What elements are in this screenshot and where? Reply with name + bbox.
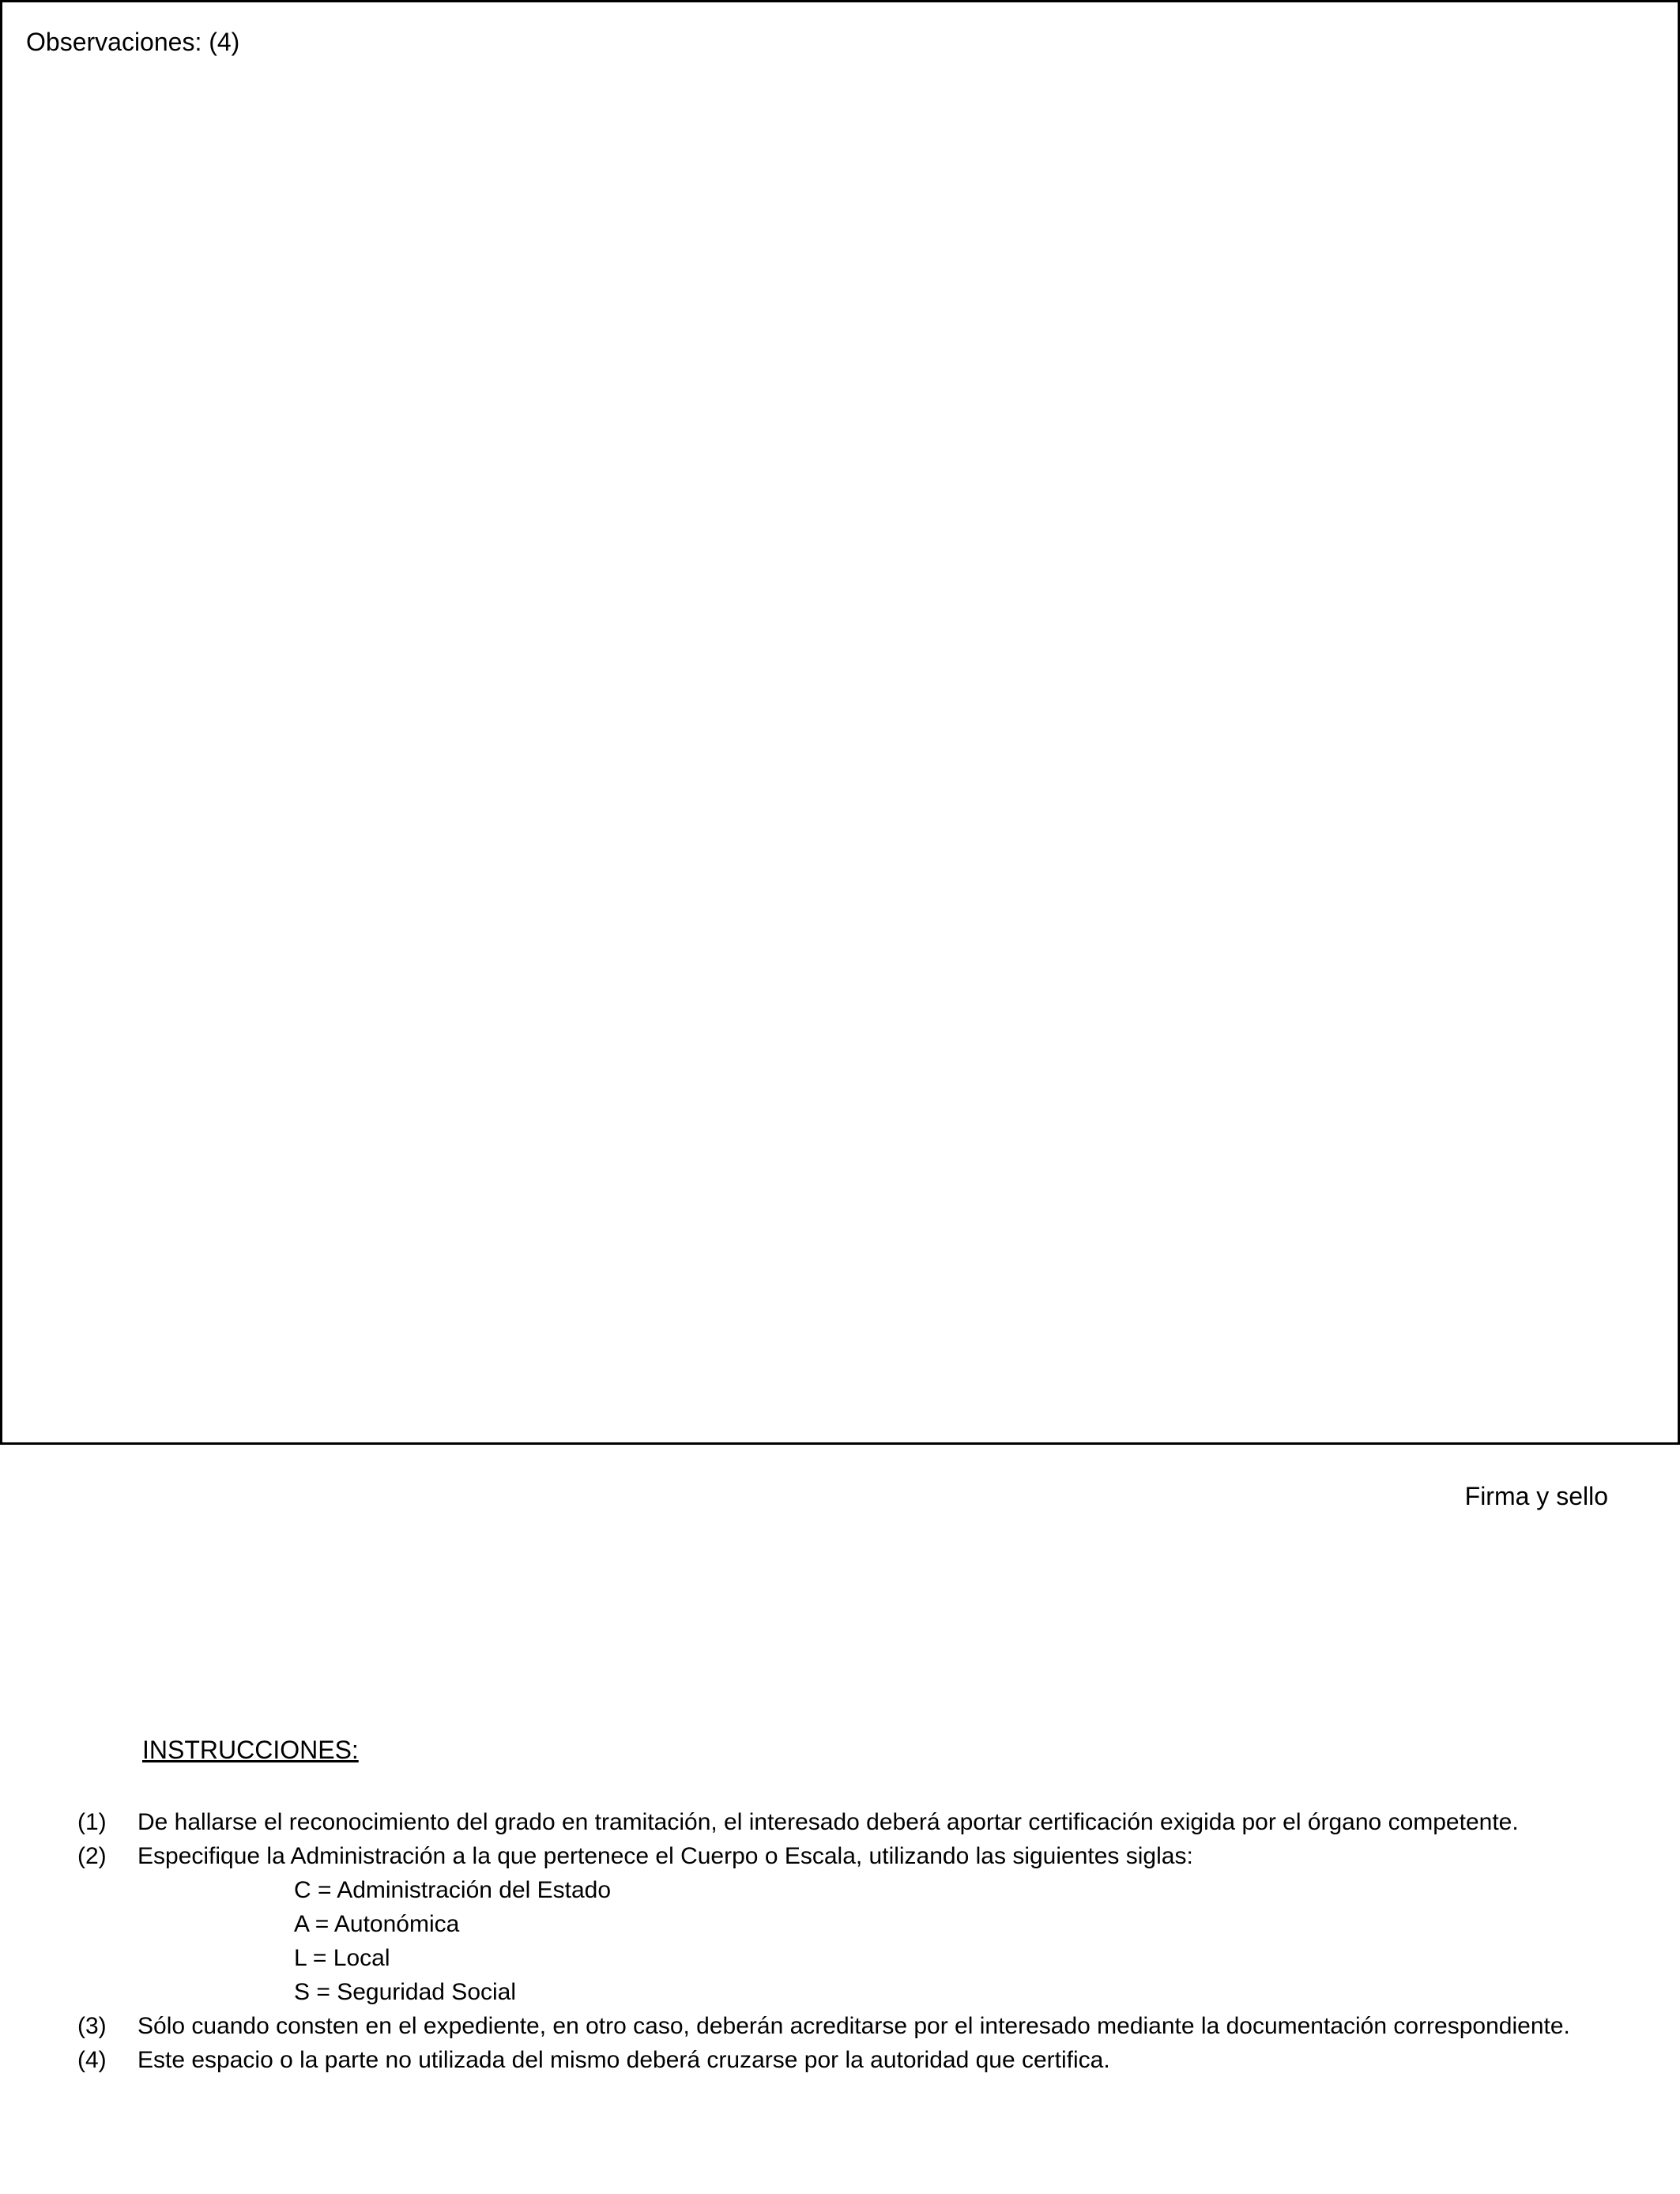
sigla-item: A = Autonómica (294, 1911, 460, 1937)
signature-label: Firma y sello (1464, 1482, 1608, 1510)
note-3 (71, 2009, 1607, 2043)
note-text: Especifique la Administración a la que pertenece el Cuerpo o Escala, utilizando las siguientes siglas: (137, 1843, 1193, 1869)
sigla-item: C = Administración del Estado (294, 1877, 612, 1903)
note-number: (1) (77, 1809, 107, 1835)
note-1 (71, 1805, 1607, 1839)
sigla-item: L = Local (294, 1945, 390, 1971)
instrucciones-title: INSTRUCCIONES: (142, 1736, 359, 1764)
observaciones-label: Observaciones: (4) (26, 28, 240, 56)
instrucciones-notes (71, 1805, 1607, 2077)
note-number: (3) (77, 2013, 107, 2039)
siglas-list (71, 1873, 1607, 2009)
note-2 (71, 1839, 1607, 1873)
sigla-item: S = Seguridad Social (294, 1979, 517, 2005)
note-text: Este espacio o la parte no utilizada del mismo deberá cruzarse por la autoridad que certifica. (137, 2047, 1110, 2073)
note-text: Sólo cuando consten en el expediente, en otro caso, deberán acreditarse por el interesado mediante la documentación correspondiente. (137, 2013, 1570, 2039)
note-text: De hallarse el reconocimiento del grado en tramitación, el interesado deberá aportar certificación exigida por el órgano competente. (137, 1809, 1519, 1835)
note-4 (71, 2043, 1607, 2077)
note-number: (4) (77, 2047, 107, 2073)
note-number: (2) (77, 1843, 107, 1869)
